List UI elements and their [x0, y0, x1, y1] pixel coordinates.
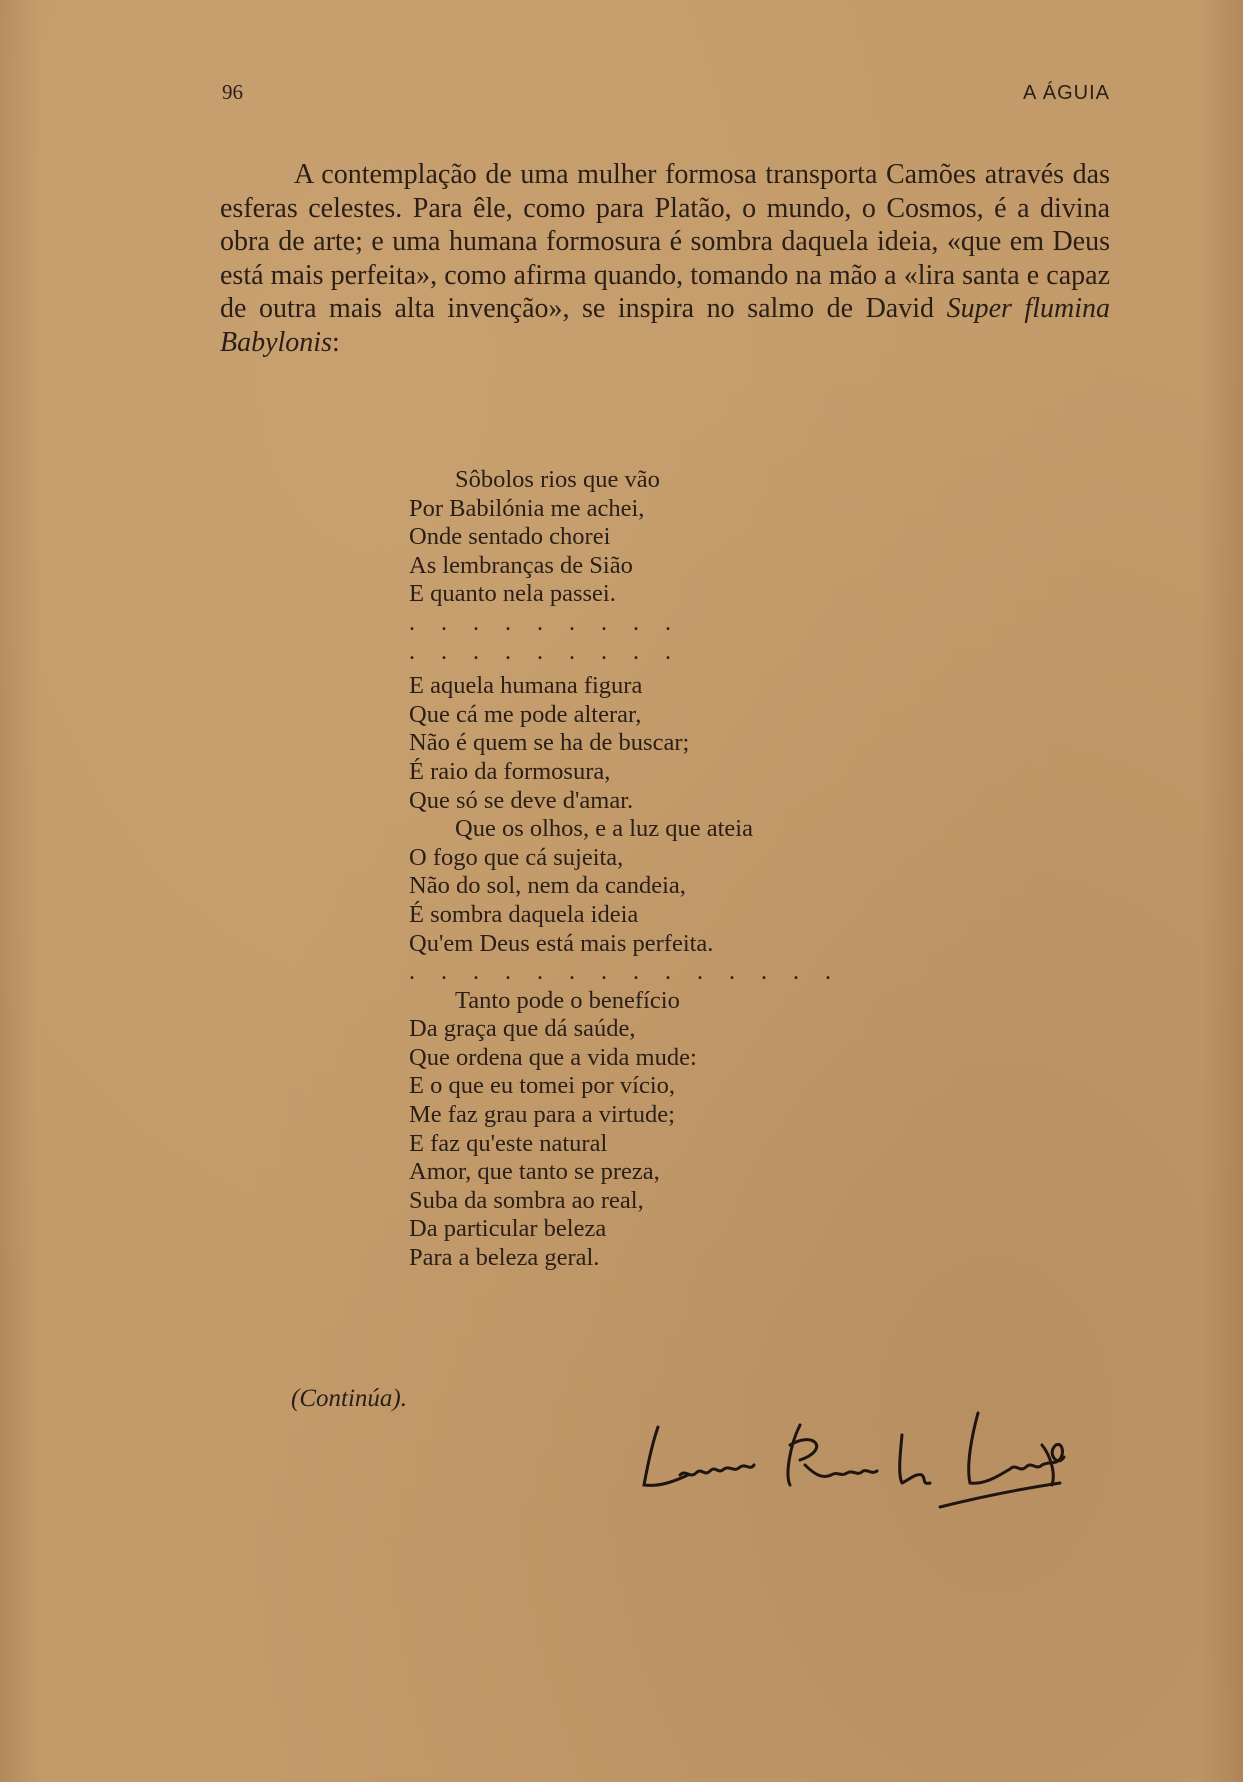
poem-line: Da particular beleza — [409, 1215, 607, 1243]
poem-line: Que ordena que a vida mude: — [409, 1043, 697, 1071]
poem-line: Qu'em Deus está mais perfeita. — [409, 929, 714, 957]
poem-line: Onde sentado chorei — [409, 523, 611, 551]
author-signature — [640, 1405, 1100, 1519]
poem-line: E aquela humana figura — [409, 672, 643, 700]
prose-text-after: : — [332, 326, 340, 358]
psalm-title: Super flumina Babylonis — [220, 293, 1110, 358]
page-number: 96 — [222, 80, 243, 104]
poem-line: Que cá me pode alterar, — [409, 700, 642, 728]
poem — [409, 466, 841, 1273]
poem-line: E o que eu tomei por vício, — [409, 1072, 676, 1100]
journal-title: A ÁGUIA — [1022, 82, 1110, 104]
prose-paragraph — [220, 158, 1110, 359]
continua-note: (Continúa). — [291, 1385, 407, 1412]
poem-line: Para a beleza geral. — [409, 1244, 600, 1272]
poem-line: O fogo que cá sujeita, — [409, 843, 624, 871]
poem-line: Que os olhos, e a luz que ateia — [455, 815, 753, 843]
poem-line: Da graça que dá saúde, — [409, 1015, 636, 1043]
ellipsis-row: . . . . . . . . . . . . . . — [409, 959, 841, 986]
handwritten-signature-icon — [640, 1405, 1100, 1515]
poem-line: Suba da sombra ao real, — [409, 1186, 644, 1214]
poem-line: É raio da formosura, — [409, 757, 611, 785]
poem-line: E faz qu'este natural — [409, 1129, 608, 1157]
ellipsis-row: . . . . . . . . . — [409, 638, 681, 665]
poem-line: As lembranças de Sião — [409, 551, 633, 579]
poem-line: Que só se deve d'amar. — [409, 786, 634, 814]
poem-line: Não é quem se ha de buscar; — [409, 729, 690, 757]
ellipsis-row: . . . . . . . . . — [409, 609, 681, 636]
prose-text-before: A contemplação de uma mulher formosa transporta Camões através das esferas celestes. Para êle, como para Platão, o mundo, o Cosmos, é a divina obra de arte; e uma humana formosura é sombra daquela ideia, «que em Deus está mais perfeita», como afirma quando, tomando na mão a «lira santa e capaz de outra mais alta invenção», se inspira no salmo de David — [220, 159, 1110, 324]
poem-line: Amor, que tanto se preza, — [409, 1158, 660, 1186]
poem-line: É sombra daquela ideia — [409, 900, 639, 928]
poem-line: Tanto pode o benefício — [455, 986, 680, 1014]
poem-line: E quanto nela passei. — [409, 580, 616, 608]
poem-line: Não do sol, nem da candeia, — [409, 872, 686, 900]
poem-line: Por Babilónia me achei, — [409, 494, 645, 522]
poem-line: Sôbolos rios que vão — [455, 466, 660, 493]
prose-text — [220, 158, 1110, 359]
poem-line: Me faz grau para a virtude; — [409, 1101, 675, 1129]
